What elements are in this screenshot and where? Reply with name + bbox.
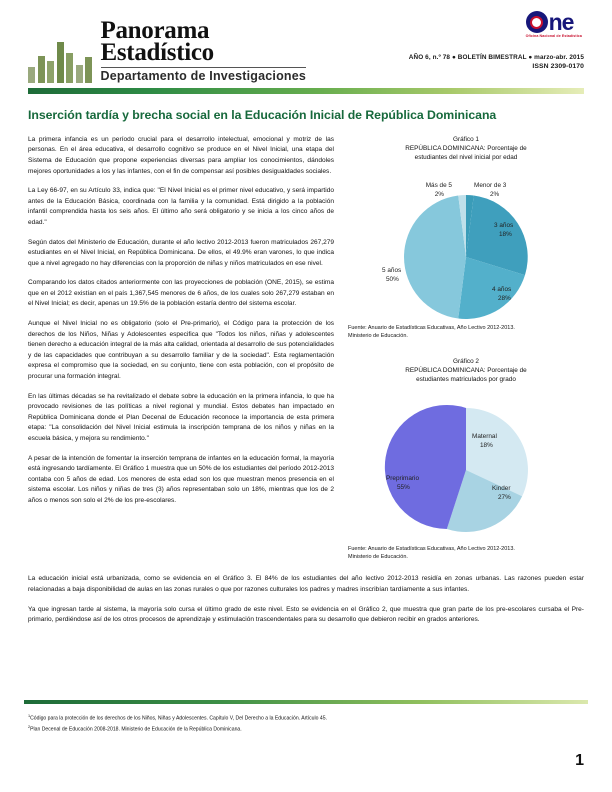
chart-1-title-line-2: estudiantes del nivel inicial por edad [414, 154, 518, 162]
brand-line-2: Estadístico [100, 39, 214, 66]
text-column [28, 135, 334, 571]
chart-1-title-line-1: REPÚBLICA DOMINICANA: Porcentaje de [405, 145, 527, 153]
one-logo-text: ne [548, 9, 574, 35]
chart-2-label-maternal-value: 18% [480, 442, 493, 450]
chart-1-label-menor-de-3-value: 2% [490, 190, 500, 198]
chart-1-source-line-2: Ministerio de Educación. [348, 332, 408, 339]
chart-1-label-3-anos: 3 años [494, 221, 514, 229]
chart-2-label-maternal: Maternal [472, 433, 497, 441]
chart-2-number: Gráfico 2 [453, 357, 479, 365]
paragraph: A pesar de la intención de fomentar la inserción temprana de infantes en la educación formal, la mayoría está ingresando tardíamente. El Gráfico 1 muestra que un 50% de los estudiantes del período 2012-2013 contaba con 5 años de edad. Los menores de esta edad son los que muestran menos presencia en el sistema escolar. Los niños y niñas de tres (3) años representaban solo un 18%, mientras que los de 2 años o menos son solo el 2% de los pre-escolares. [28, 454, 334, 504]
chart-1-plot [348, 165, 584, 323]
header-divider [28, 88, 584, 94]
chart-grafico-2 [348, 357, 584, 563]
page-number: 1 [575, 752, 584, 769]
chart-1-label-menor-de-3: Menor de 3 [474, 181, 507, 189]
chart-2-label-preprimario: Preprimario [386, 475, 420, 483]
chart-1-label-3-anos-value: 18% [499, 230, 512, 238]
footnotes [28, 713, 327, 734]
footer-divider [24, 700, 588, 704]
paragraph: La educación inicial está urbanizada, como se evidencia en el Gráfico 3. El 84% de los estudiantes del año lectivo 2012-2013 residía en zonas urbanas. Las razones pueden estar relacionadas a baja disponibilidad de aulas en las zonas rurales o que por razones culturales los padres y madres inscribían tardíamente a sus infantes. [28, 575, 584, 593]
chart-2-label-kinder-value: 27% [498, 494, 511, 502]
paragraph: La Ley 66-97, en su Artículo 33, indica que: "El Nivel Inicial es el primer nivel educativo, y será impartido antes de la Educación Básica, coordinada con la familia y la comunidad. Está dirigido a la población infantil comprendida hasta los seis años. El último año será obligatorio y se inicia a los cinco años de edad." [28, 187, 334, 226]
chart-1-label-mas-de-5-value: 2% [434, 190, 444, 198]
paragraph: Ya que ingresan tarde al sistema, la mayoría solo cursa el último grado de este nivel. Esto se evidencia en el Gráfico 2, que muestra que gran parte de los pre-escolares cursaba el Pre-primario, perdiéndose así de los otros procesos de aprendizaje y estimulación trascendentales para su desarrollo que debieron recibir en grados anteriores. [28, 605, 584, 624]
footnote-text: Código para la protección de los derechos de los Niños, Niñas y Adolescentes. Capítulo V, Del Derecho a la Educación. Artículo 45. [30, 716, 327, 722]
charts-column [348, 135, 584, 571]
one-o-icon [526, 11, 548, 33]
chart-1-label-mas-de-5: Más de 5 [425, 181, 452, 189]
chart-1-source [348, 325, 584, 341]
content-columns [24, 135, 588, 571]
one-logo-tagline: Oficina Nacional de Estadística [525, 34, 582, 38]
issue-info: AÑO 6, n.º 78 ● BOLETÍN BIMESTRAL ● marzo-abr. 2015 [408, 54, 584, 61]
bar-chart-icon [28, 39, 95, 83]
chart-2-label-kinder: Kinder [492, 485, 511, 493]
page-header [24, 0, 588, 84]
issn-info: ISSN 2309-0170 [532, 63, 584, 70]
footnote-item: $^1$Código para la protección de los derechos de los Niños, Niñas y Adolescentes. Capítulo V, Del Derecho a la Educación. Artículo 45. [28, 714, 327, 722]
publication-logo [28, 18, 306, 83]
chart-1-label-5-anos: 5 años [382, 266, 402, 274]
chart-2-title-line-2: estudiantes matriculados por grado [416, 376, 516, 384]
chart-1-source-line-1: Fuente: Anuario de Estadísticas Educativas, Año Lectivo 2012-2013. [348, 324, 515, 331]
chart-1-title [348, 135, 584, 163]
chart-2-source-line-1: Fuente: Anuario de Estadísticas Educativas, Año Lectivo 2012-2013. [348, 546, 515, 553]
chart-2-plot [348, 386, 584, 544]
chart-2-title-line-1: REPÚBLICA DOMINICANA: Porcentaje de [405, 366, 527, 374]
chart-grafico-1 [348, 135, 584, 341]
brand-line-1: Panorama [100, 17, 210, 44]
paragraph: Comparando los datos citados anteriormente con las proyecciones de población (ONE, 2015), se estima que en el 2012 existían en el país 1,367,545 menores de 6 años, de los cuales solo 267,279 estaban en el Nivel Inicial; es decir, apenas un 19.5% de la población estaría dentro del sistema escolar. [28, 279, 334, 308]
chart-2-label-preprimario-value: 55% [397, 484, 410, 492]
chart-2-source-line-2: Ministerio de Educación. [348, 554, 408, 561]
paragraph: Aunque el Nivel Inicial no es obligatorio (solo el Pre-primario), el Código para la protección de los derechos de los Niños, Niñas y Adolescentes especifica que "Todos los niños, niñas y adolescentes tienen derecho a educación integral de la más alta calidad, orientada al desarrollo de sus potencialidades y de las capacidades que contribuyan a su desarrollo familiar y de la sociedad". Esta reglamentación expresa el compromiso que la sociedad, en su conjunto, tiene con esta población, con el propósito de procurar una formación integral. [28, 320, 334, 381]
one-logo [524, 10, 584, 39]
slice-5-anos [404, 195, 466, 318]
chart-1-number: Gráfico 1 [453, 135, 479, 143]
header-right [409, 10, 584, 70]
full-width-section [24, 574, 588, 625]
chart-1-label-4-anos-value: 28% [498, 294, 511, 302]
chart-2-source [348, 546, 584, 562]
paragraph: La primera infancia es un período crucial para el desarrollo intelectual, emocional y motriz de las personas. En el área educativa, el desarrollo cognitivo se produce en el Nivel Inicial, una etapa del Sistema de Educación que propone experiencias diversas para ampliar los conocimientos, dándoles mejores oportunidades a los y las infantes, con el fin de compensar así posibles desigualdades sociales. [28, 135, 334, 175]
paragraph: En las últimas décadas se ha revitalizado el debate sobre la educación en la primera infancia, lo que ha provocado revisiones de las políticas a nivel regional y mundial. Estos debates han impactado en República Dominicana donde el Plan Decenal de Educación reconoce la importancia de esta primera etapa: "La consolidación del Nivel Inicial estimula la inscripción temprana de los niños y niñas en la escuela básica, y mejora su rendimiento." [28, 392, 334, 442]
pie-slices [385, 405, 528, 532]
chart-1-label-4-anos: 4 años [492, 285, 512, 293]
footnote-item: $^2$Plan Decenal de Educación 2008-2018. Ministerio de Educación de la República Dominicana. [28, 724, 242, 733]
chart-2-title [348, 357, 584, 385]
page-title: Inserción tardía y brecha social en la Educación Inicial de República Dominicana [28, 108, 497, 122]
footnote-text: Plan Decenal de Educación 2008-2018. Ministerio de Educación de la República Dominicana. [30, 726, 242, 733]
paragraph: Según datos del Ministerio de Educación, durante el año lectivo 2012-2013 fueron matriculados 267,279 estudiantes en el Nivel Inicial, en República Dominicana. De ellos, el 49.9% eran varones, lo que indica que a nivel agregado no hay diferencias con la proporción de niñas y niños matriculados en ese nivel. [28, 238, 334, 267]
brand-department: Departamento de Investigaciones [100, 69, 307, 83]
chart-1-label-5-anos-value: 50% [386, 275, 399, 283]
